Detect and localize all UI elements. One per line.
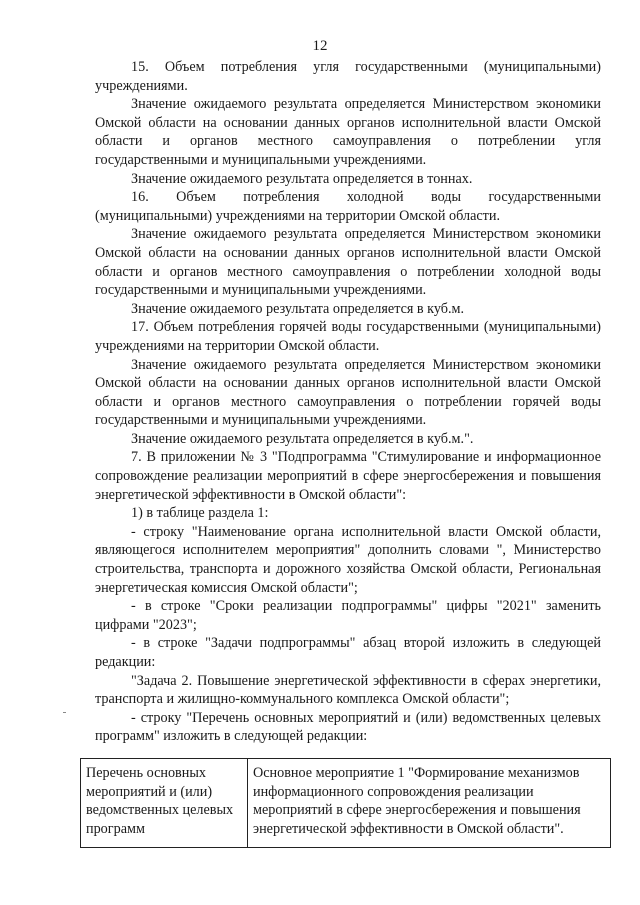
paragraph: 16. Объем потребления холодной воды государственными (муниципальными) учреждениями на территории Омской области. bbox=[95, 189, 601, 224]
paragraph: Значение ожидаемого результата определяется Министерством экономики Омской области на основании данных органов исполнительной власти Омской области и органов местного самоуправления о потреблении горячей воды государственными и муниципальными учреждениями. bbox=[95, 356, 601, 429]
paragraph: 15. Объем потребления угля государственными (муниципальными) учреждениями. bbox=[95, 59, 601, 94]
page-number: 12 bbox=[312, 38, 328, 54]
paragraph: 1) в таблице раздела 1: bbox=[131, 505, 269, 522]
paragraph: "Задача 2. Повышение энергетической эффективности в сферах энергетики, транспорта и жилищно-коммунального комплекса Омской области"; bbox=[95, 672, 601, 708]
paragraph: - строку "Перечень основных мероприятий и (или) ведомственных целевых программ" изложить в следующей редакции: bbox=[95, 709, 601, 745]
program-table bbox=[80, 758, 611, 848]
paragraph: - строку "Наименование органа исполнительной власти Омской области, являющегося исполнителем мероприятия" дополнить словами ", Министерство строительства, транспорта и дорожного хозяйства Омской области, Региональная энергетическая комиссия Омской области"; bbox=[95, 523, 601, 596]
paragraph: - в строке "Задачи подпрограммы" абзац второй изложить в следующей редакции: bbox=[95, 635, 601, 670]
margin-mark bbox=[63, 712, 66, 713]
paragraph: Значение ожидаемого результата определяется в куб.м.". bbox=[131, 430, 474, 447]
paragraph: Значение ожидаемого результата определяется Министерством экономики Омской области на основании данных органов исполнительной власти Омской области и органов местного самоуправления о потреблении угля государственными и муниципальными учреждениями. bbox=[95, 96, 601, 168]
paragraph: - в строке "Сроки реализации подпрограммы" цифры "2021" заменить цифрами "2023"; bbox=[95, 598, 601, 633]
table-cell-label: Перечень основных мероприятий и (или) ведомственных целевых программ bbox=[81, 759, 248, 848]
paragraph: 17. Объем потребления горячей воды государственными (муниципальными) учреждениями на территории Омской области. bbox=[95, 319, 601, 354]
table-row bbox=[81, 759, 611, 848]
table-cell-value: Основное мероприятие 1 "Формирование механизмов информационного сопровождения реализации мероприятий в сфере энергосбережения и повышения энергетической эффективности в Омской области". bbox=[248, 759, 611, 848]
document-body bbox=[95, 58, 601, 746]
paragraph: 7. В приложении № 3 "Подпрограмма "Стимулирование и информационное сопровождение реализации мероприятий в сфере энергосбережения и повышения энергетической эффективности в Омской области": bbox=[95, 449, 601, 503]
paragraph: Значение ожидаемого результата определяется в куб.м. bbox=[131, 300, 465, 317]
paragraph: Значение ожидаемого результата определяется Министерством экономики Омской области на основании данных органов исполнительной власти Омской области и органов местного самоуправления о потреблении холодной воды государственными и муниципальными учреждениями. bbox=[95, 226, 601, 299]
paragraph: Значение ожидаемого результата определяется в тоннах. bbox=[131, 170, 473, 187]
